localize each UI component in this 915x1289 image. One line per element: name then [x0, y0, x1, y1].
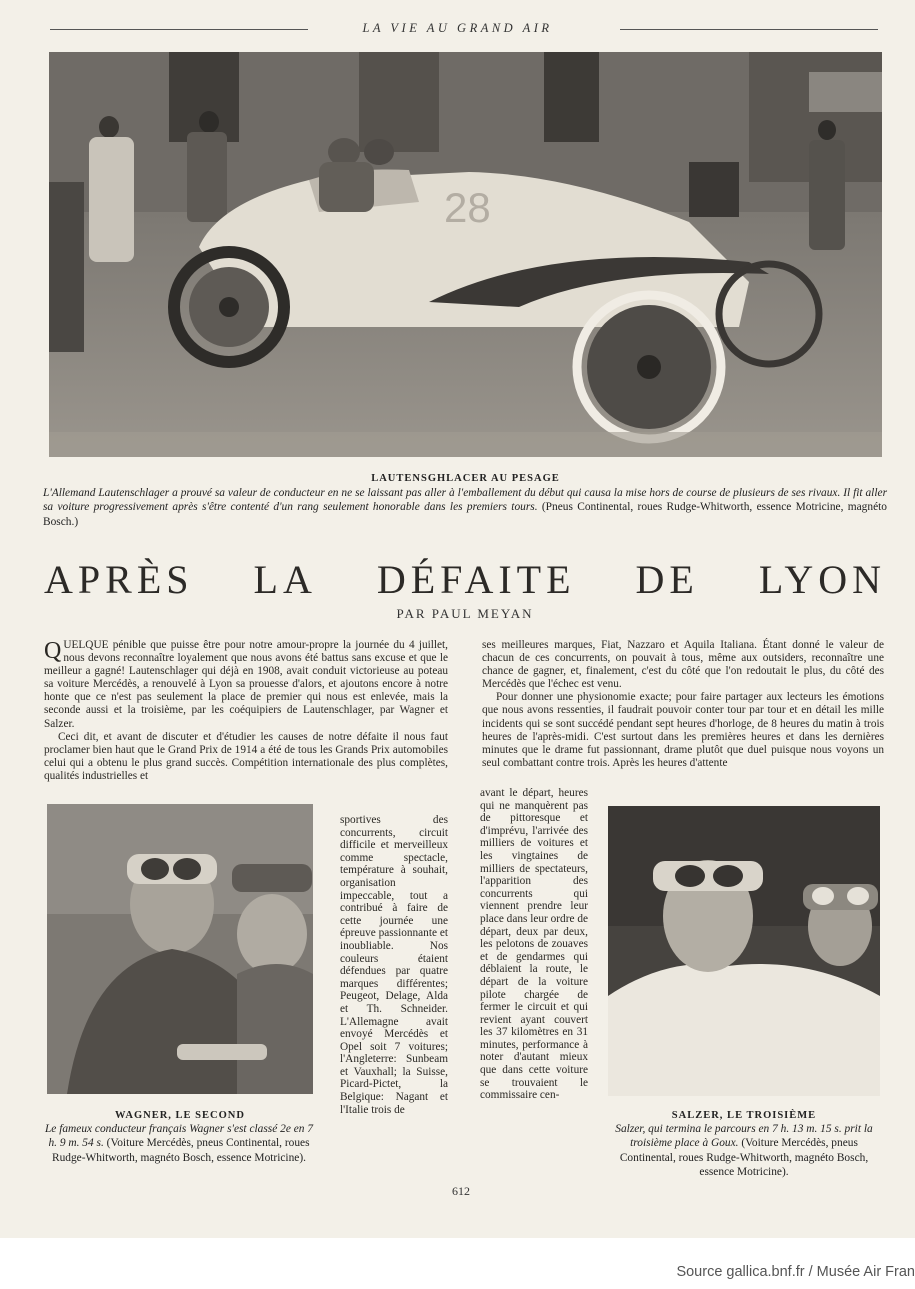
salzer-caption-italic: Salzer, qui termina le parcours en 7 h. 13 m. 15 s. prit la troisième place à Goux. [615, 1123, 873, 1150]
source-credit: Source gallica.bnf.fr / Musée Air Fran [676, 1264, 915, 1280]
paragraph: Ceci dit, et avant de discuter et d'étudier les causes de notre défaite il nous faut proclamer bien haut que le Grand Prix de 1914 a été de tous les Grands Prix automobiles celui qui a obtenu le plus grand succès. Compétition internationale des plus complètes, qualités industrielles et [44, 730, 448, 782]
photo-salzer [608, 806, 880, 1096]
wagner-caption-credits: (Voiture Mercédès, pneus Continental, roues Rudge-Whitworth, magnéto Bosch, essence Motricine). [51, 1137, 310, 1164]
left-column [44, 639, 448, 783]
paragraph: UELQUE pénible que puisse être pour notre amour-propre la journée du 4 juillet, nous devons reconnaître loyalement que nous avons été battus sans excuse et que le meilleur a gagné! Lautenschlager qui déjà en 1908, avait conduit victorieuse au poteau sa voiture Mercédès, a renouvelé à Lyon sa prouesse d'alors, et ajoutons encore à notre honte que ce n'est pas seulement la place de premier qui nous est enlevée, mais la seconde aussi et la troisième, par les coéquipiers de Lautenschlager, par Wagner et Salzer. [44, 639, 448, 730]
page-number: 612 [452, 1184, 470, 1198]
byline: PAR PAUL MEYAN [396, 606, 534, 621]
photo-wagner [47, 804, 313, 1094]
top-photo-caption [43, 486, 887, 529]
top-photo-caption-title: LAUTENSGHLACER AU PESAGE [371, 473, 560, 484]
title-word: DÉFAITE [376, 557, 576, 602]
photo-lautenschlager-car [49, 52, 882, 457]
paragraph: Pour donner une physionomie exacte; pour faire partager aux lecteurs les émotions que nous avons ressenties, il faudrait pouvoir conter tour par tour et en détail les mille incidents qui se sont succédé pendant sept heures d'horloge, de 8 heures du matin à trois heures de l'après-midi. C'est surtout dans les premières heures et dans les dernières minutes que le drame fut passionnant, drame plutôt que duel puisque nous voyons un seul combattant contre trois. Après les heures d'attente [482, 691, 884, 769]
right-column [482, 639, 884, 770]
top-photo-caption-credits: (Pneus Continental, roues Rudge-Whitworth, essence Motricine, magnéto Bosch.) [43, 501, 887, 528]
top-photo-caption-italic: L'Allemand Lautenschlager a prouvé sa valeur de conducteur en ne se laissant pas aller à l'emballement du début qui causa la mise hors de course de plusieurs de ses rivaux. Il fit aller sa voiture progressivement après s'être contenté d'un rang seulement honorable dans les premiers tours. [43, 487, 887, 514]
salzer-caption-credits: (Voiture Mercédès, pneus Continental, roues Rudge-Whitworth, magnéto Bosch, essence Motricine). [619, 1137, 869, 1178]
article-title [44, 556, 886, 603]
drop-cap: Q [44, 638, 62, 664]
car-number: 28 [444, 184, 491, 231]
narrow-column-1: sportives des concurrents, circuit difficile et merveilleux comme spectacle, température à souhait, organisation impeccable, tout a contribué à faire de cette journée une épreuve passionnante et inoubliable. Nos couleurs étaient défendues par quatre marques différentes; Peugeot, Delage, Alda et Th. Schneider. L'Allemagne avait envoyé Mercédès et Opel soit 7 voitures; l'Angleterre: Sunbeam et Vauxhall; la Suisse, Picard-Pictet, la Belgique: Nagant et l'Italie trois de [340, 814, 448, 1116]
title-word: DE [635, 557, 699, 602]
title-word: APRÈS [44, 557, 194, 602]
salzer-caption [604, 1122, 884, 1179]
wagner-caption-italic: Le fameux conducteur français Wagner s'est classé 2e en 7 h. 9 m. 54 s. [44, 1123, 314, 1150]
title-word: LA [253, 557, 317, 602]
narrow-column-2: avant le départ, heures qui ne manquèrent pas de pittoresque et d'imprévu, l'arrivée des milliers de voitures et les vingtaines de milliers de spectateurs, l'apparition des concurrents qui viennent prendre leur place dans leur ordre de départ, deux par deux, les pelotons de zouaves et de gendarmes qui déblaient la route, le départ de la voiture pilote chargée de fermer le circuit et qui revient ayant couvert les 37 kilomètres en 31 minutes, performance à noter d'autant mieux que dans cette voiture se trouvaient le commissaire cen- [480, 787, 588, 1102]
salzer-caption-title: SALZER, LE TROISIÈME [671, 1110, 817, 1121]
wagner-caption-title: WAGNER, LE SECOND [115, 1110, 245, 1121]
running-head: LA VIE AU GRAND AIR [362, 21, 553, 35]
wagner-caption [42, 1122, 316, 1165]
paragraph: ses meilleures marques, Fiat, Nazzaro et Aquila Italiana. Étant donné le valeur de chacun de ces concurrents, on pouvait à tous, même aux outsiders, reconnaître une chance de gagner, et, finalement, c'est du côté que l'on redoutait le plus, du côté des Mercédès que l'échec est venu. [482, 639, 884, 691]
title-word: LYON [758, 557, 886, 602]
